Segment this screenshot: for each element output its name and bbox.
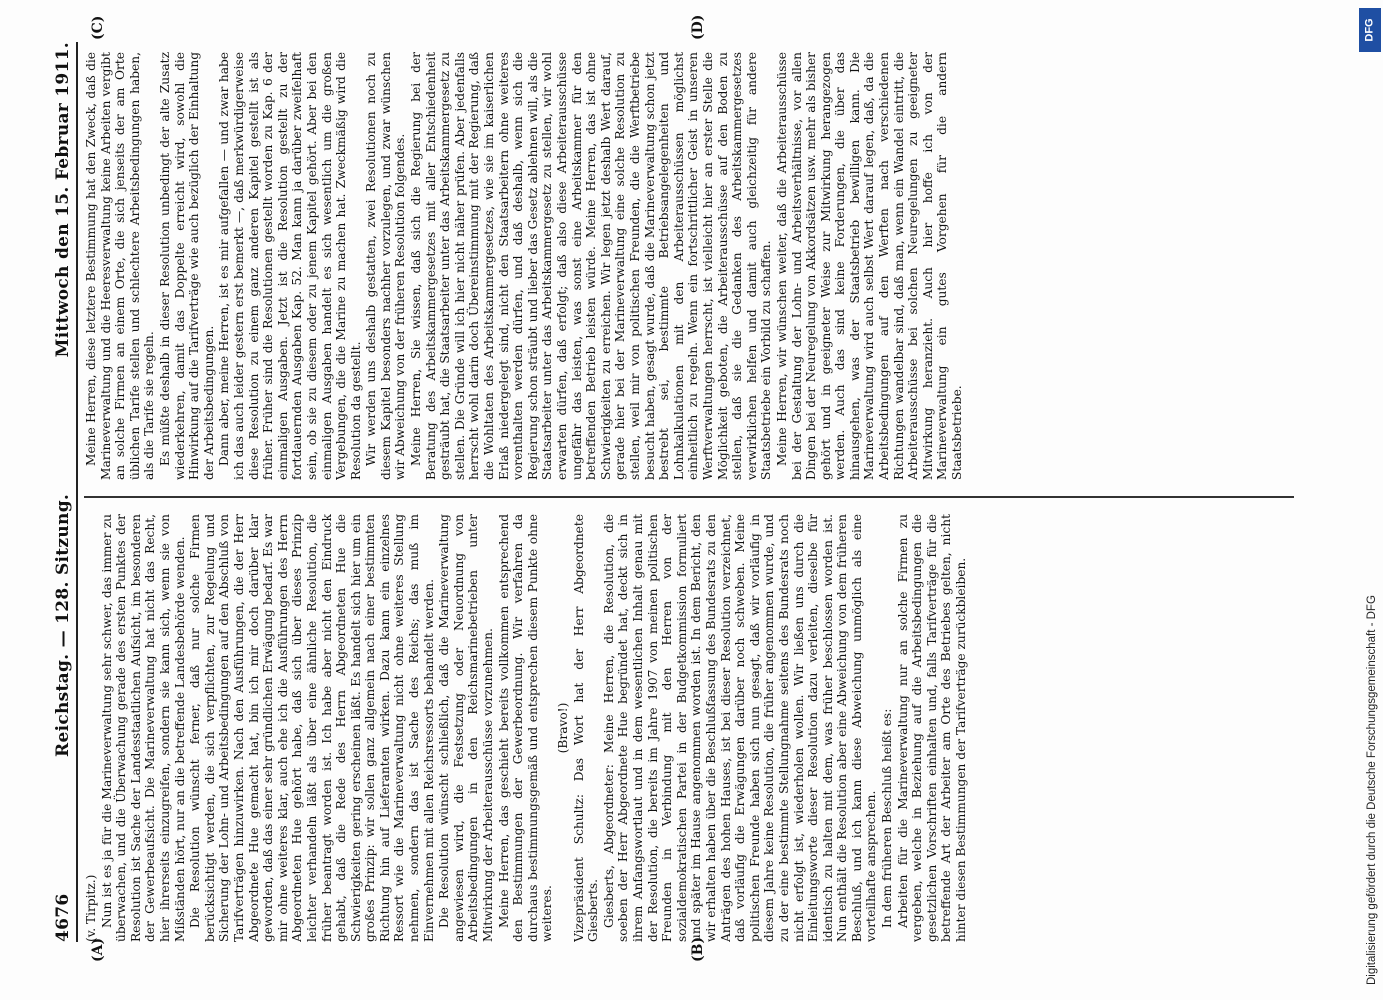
paragraph: Meine Herren, Sie wissen, daß sich die Regierung bei der Beratung des Arbeitskammergesetzes mit aller Entschiedenheit gesträubt hat, die Staatsarbeiter unter das Arbeitskammergesetz zu stellen. Die Gründe will ich hier nicht näher prüfen. Aber jedenfalls herrscht wohl darin doch Übereinstimmung mit der Regierung, daß die Wohltaten des Arbeitskammergesetzes, wie sie im kaiserlichen Erlaß niedergelegt sind, nicht den Staatsarbeitern ohne weiteres vorenthalten werden dürfen, und daß deshalb, wenn sich die Regierung schon sträubt und lieber das Gesetz ablehnen will, als die Staatsarbeiter unter das Arbeitskammergesetz zu stellen, wir wohl erwarten dürfen, daß erfolgt; daß also diese Arbeiterausschüsse ungefähr das leisten, was sonst eine Arbeitskammer für den betreffenden Betrieb leisten würde. Meine Herren, das ist ohne Schwierigkeiten zu erreichen. Wir legen jetzt deshalb Wert darauf, gerade hier bei der Marineverwaltung eine solche Resolution zu stellen, weil mir von politischen Freunden, die die Werftbetriebe besucht haben, gesagt wurde, daß die Marineverwaltung schon jetzt bestrebt sei, bestimmte Betriebsangelegenheiten und Lohnkalkulationen mit den Arbeiterausschüssen möglichst einheitlich zu regeln. Wenn ein fortschrittlicher Geist in unseren Werftverwaltungen herrscht, ist vielleicht hier an erster Stelle die Möglichkeit geboten, die Arbeiterausschüsse auf den Boden zu stellen, daß sie die Gedanken des Arbeitskammergesetzes verwirklichen helfen und damit auch gleichzeitig für andere Staatsbetriebe ein Vorbild zu schaffen. (409, 52, 774, 480)
page-number: 4676 (53, 893, 73, 942)
page-header (50, 42, 78, 942)
paragraph: Giesberts, Abgeordneter: Meine Herren, die Resolution, die soeben der Herr Abgeordnete Hue begründet hat, deckt sich in ihrem Anfangswortlaut und in dem wesentlichen Inhalt genau mit der Resolution, die bereits im Jahre 1907 von meinen politischen Freunden in Verbindung mit den Herren von der sozialdemokratischen Partei in der Budgetkommission formuliert und später im Hause angenommen worden ist. In dem Bericht, den wir erhalten haben über die Beschlußfassung des Bundesrats zu den Anträgen des hohen Hauses, ist bei dieser Resolution verzeichnet, daß vorläufig die Erwägungen darüber noch schweben. Meine politischen Freunde haben sich nun gesagt, daß wir vorläufig in diesem Jahre keine Resolution, die früher angenommen wurde, und zu der eine bestimmte Stellungnahme seitens des Bundesrats noch nicht erfolgt ist, wiederholen wollen. Wir ließen uns durch die Einleitungsworte dieser Resolution dazu verleiten, dieselbe für identisch zu halten mit dem, was früher beschlossen worden ist. Nun enthält die Resolution aber eine Abweichung von dem früheren Beschluß, und ich kann diese Abweichung unmöglich als eine vorteilhafte ansprechen. (601, 514, 879, 942)
paragraph: (Bravo!) (556, 702, 570, 754)
margin-mark-d: (D) (690, 14, 706, 40)
paragraph: Die Resolution wünscht schließlich, daß die Marineverwaltung angewiesen wird, die Festsetzung oder Neuordnung von Arbeitsbedingungen in den Reichsmarinebetrieben unter Mitwirkung der Arbeiterausschüsse vorzunehmen. (437, 514, 496, 942)
left-column (84, 514, 1294, 942)
paragraph: Meine Herren, wir wünschen weiter, daß die Arbeiterausschüsse bei der Gestaltung der Lohn- und Arbeitsverhältnisse, vor allen Dingen bei der Neuregelung von Akkordsätzen usw. mehr als bisher gehört und in geeigneter Weise zur Mitwirkung herangezogen werden. Auch das sind keine Forderungen, die über das hinausgehen, was der Staatsbetrieb bewilligen kann. Die Marineverwaltung wird auch selbst Wert darauf legen, daß, da die Arbeitsbedingungen auf den Werften nach verschiedenen Richtungen wandelbar sind, daß man, wenn ein Wandel eintritt, die Arbeiterausschüsse bei solchen Neuregelungen zu geeigneter Mitwirkung heranzieht. Auch hier hoffe ich von der Marineverwaltung ein gutes Vorgehen für die andern Staatsbetriebe. (774, 52, 965, 480)
paragraph: Meine Herren, diese letztere Bestimmung hat den Zweck, daß die Marineverwaltung und die Heeresverwaltung keine Arbeiten vergibt an solche Firmen an einem Orte, die sich jenseits der am Orte üblichen Tarife stellen und schlechtere Arbeitsbedingungen haben, als die Tarife sie regeln. (84, 52, 157, 480)
session-title: Reichstag. — 128. Sitzung. (53, 493, 73, 757)
paragraph: Wir werden uns deshalb gestatten, zwei Resolutionen noch zu diesem Kapitel besonders nachher vorzulegen, und zwar wünschen wir Abweichung von der früheren Resolution folgendes. (364, 52, 408, 480)
paragraph: Arbeiten für die Marineverwaltung nur an solche Firmen zu vergeben, welche in Beziehung auf die Arbeitsbedingungen die gesetzlichen Vorschriften einhalten und, falls Tarifverträge für die betreffende Art der Arbeiter am Orte des Betriebes gelten, nicht hinter diesen Bestimmungen der Tarifverträge zurückbleiben. (895, 514, 969, 942)
margin-mark-c: (C) (90, 15, 106, 40)
paragraph: In dem früheren Beschluß heißt es: (880, 708, 895, 928)
right-column (84, 52, 1294, 480)
paragraph: Dann aber, meine Herren, ist es mir aufgefallen — und zwar habe ich das auch leider gestern erst bemerkt —, daß merkwürdigerweise diese Resolution zu einem ganz anderen Kapitel gestellt ist als früher. Früher sind die Resolutionen gestellt worden zu Kap. 6 der einmaligen Ausgaben. Jetzt ist die Resolution gestellt zu der fortdauernden Ausgaben Kap. 52. Man kann ja darüber zweifelhaft sein, ob sie zu diesem oder zu jenem Kapitel gehört. Aber bei den einmaligen Ausgaben handelt es sich wesentlich um die großen Vergebungen, die die Marine zu machen hat. Zweckmäßig wird die Resolution da gestellt. (217, 52, 363, 480)
paragraph: Vizepräsident Schultz: Das Wort hat der Herr Abgeordnete Giesberts. (571, 514, 601, 942)
session-date: Mittwoch den 15. Februar 1911. (53, 42, 73, 358)
dfg-logo: DFG (1359, 8, 1381, 52)
margin-mark-b: (B) (690, 936, 706, 962)
paragraph: (v. Tirpitz.) (84, 874, 98, 942)
paragraph: Es müßte deshalb in dieser Resolution unbedingt der alte Zusatz wiederkehren, damit das Doppelte erreicht wird, sowohl die Hinwirkung auf die Tarifverträge wie auch bezüglich der Einhaltung der Arbeitsbedingungen. (157, 52, 216, 480)
rotated-document-page (50, 14, 1300, 962)
paragraph: Die Resolution wünscht ferner, daß nur solche Firmen berücksichtigt werden, die sich verpflichten, zur Regelung und Sicherung der Lohn- und Arbeitsbedingungen auf den Abschluß von Tarifverträgen hinzuwirken. Nach den Ausführungen, die der Herr Abgeordnete Hue gemacht hat, bin ich mir doch darüber klar geworden, daß das einer sehr gründlichen Erwägung bedarf. Es war mir ohne weiteres klar, auch ehe ich die Ausführungen des Herrn Abgeordneten Hue gehört habe, daß sich über dieses Prinzip leichter verhandeln läßt als über eine ähnliche Resolution, die früher beantragt worden ist. Ich habe aber nicht den Eindruck gehabt, daß die Rede des Herrn Abgeordneten Hue die Schwierigkeiten gering erscheinen läßt. Es handelt sich hier um ein großes Prinzip: wir sollen ganz allgemein nach einer bestimmten Richtung hin auf Lieferanten wirken. Dazu kann ein einzelnes Ressort wie die Marineverwaltung nicht ohne weiteres Stellung nehmen, sondern das ist Sache des Reichs; das muß im Einvernehmen mit allen Reichsressorts behandelt werden. (188, 514, 436, 942)
digitization-credit: Digitalisierung gefördert durch die Deutsche Forschungsgemeinschaft - DFG (1366, 595, 1378, 985)
margin-mark-a: (A) (90, 937, 106, 962)
paragraph: Nun ist es ja für die Marineverwaltung sehr schwer, das immer zu überwachen, und die Überwachung gerade des ersten Punktes der Resolution ist Sache der Landesstaatlichen Aufsicht, im besonderen der Gewerbeaufsicht. Die Marineverwaltung hat nicht das Recht, hier ihrerseits einzugreifen, sondern sie kann sich, wenn sie von Mißständen hört, nur an die betreffende Landesbehörde wenden. (99, 514, 187, 942)
column-divider (84, 496, 1294, 498)
paragraph: Meine Herren, das geschieht bereits vollkommen entsprechend den Bestimmungen der Gewerbeordnung. Wir verfahren da durchaus bestimmungsgemäß und entsprechen diesem Punkte ohne weiteres. (496, 514, 555, 942)
